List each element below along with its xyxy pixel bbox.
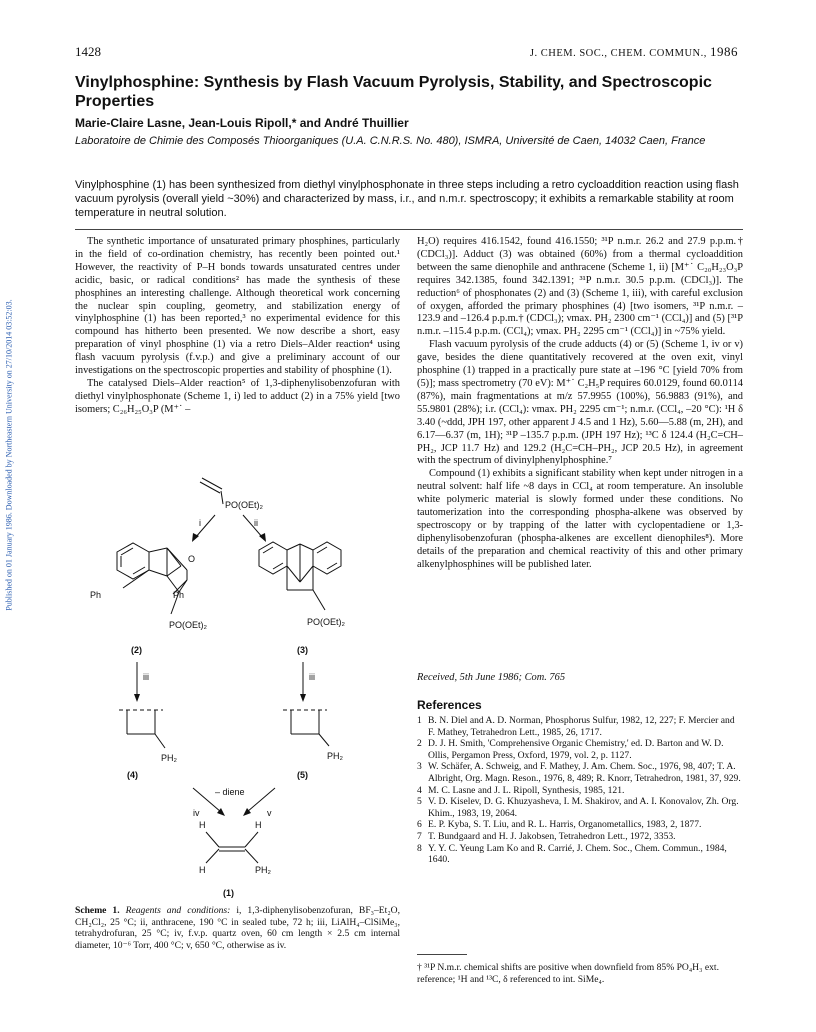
reference-number: 7 <box>417 830 422 842</box>
affiliation: Laboratoire de Chimie des Composés Thioorganiques (U.A. C.N.R.S. No. 480), ISMRA, Université de Caen, 14032 Caen, France <box>75 135 706 147</box>
body-paragraph: The catalysed Diels–Alder reaction⁵ of 1,3-diphenylisobenzofuran with diethyl vinylphosphonate (Scheme 1, i) led to adduct (2) in a 75% yield [two isomers; C₂₆H₂₅O₃P (M⁺˙ – <box>75 377 400 415</box>
footnote: † ³¹P N.m.r. chemical shifts are positive when downfield from 85% PO₄H₃ ext. reference; ¹H and ¹³C, δ referenced to int. SiMe₄. <box>417 962 719 985</box>
reference-text: V. D. Kiselev, D. G. Khuzyasheva, I. M. Shakirov, and A. I. Konovalov, Zh. Org. Khim., 1983, 19, 2064. <box>428 796 739 819</box>
compound-1-structure <box>199 820 272 898</box>
arrow-ii-label: ii <box>254 518 258 528</box>
phosphine-5-label: PH₂ <box>327 751 343 761</box>
compound-2-label: (2) <box>131 645 142 655</box>
vinylphosphonate-structure <box>200 478 264 510</box>
reference-text: T. Bundgaard and H. J. Jakobsen, Tetrahedron Lett., 1972, 3353. <box>428 830 676 842</box>
reference-text: D. J. H. Smith, 'Comprehensive Organic Chemistry,' ed. D. Barton and W. D. Ollis, Pergamon Press, Oxford, 1979, vol. 2, p. 1127. <box>428 738 724 761</box>
arrow-iv-label: iv <box>193 808 200 818</box>
arrow-iii-right-label: iii <box>309 672 315 682</box>
reference-item <box>417 738 743 761</box>
journal-year: 1986 <box>710 44 738 59</box>
reference-item <box>417 761 743 784</box>
body-paragraph: The synthetic importance of unsaturated primary phosphines, particularly in the field of co-ordination chemistry, has recently been pointed out.¹ However, the reactivity of P–H bonds towards unsaturated centres under acidic, basic, or radical conditions² has made the synthesis of these phosphines an interesting challenge. Although theoretical work concerning the nuclear spin coupling, geometry, and stabilization energy of vinylphosphine (1) has been reported,³ no experimental evidence for this compound has hitherto been presented. We now describe a short, easy preparation of vinyl phosphine (1) via a retro Diels–Alder reaction⁴ using flash vacuum pyrolysis (f.v.p.) and give a preliminary account of our investigations on the spectroscopic properties and stability of phosphine (1). <box>75 236 400 377</box>
compound-3-label: (3) <box>297 645 308 655</box>
abstract-divider <box>75 229 743 230</box>
phosphonate-2-label: PO(OEt)₂ <box>169 620 207 630</box>
reference-item <box>417 715 743 738</box>
body-left-column <box>75 236 400 417</box>
reference-number: 4 <box>417 784 422 796</box>
references-list <box>417 715 743 866</box>
journal-header <box>530 44 738 60</box>
reference-number: 2 <box>417 738 422 750</box>
body-paragraph: Flash vacuum pyrolysis of the crude adducts (4) or (5) (Scheme 1, iv or v) gave, besides the diene quantitatively recovered at the oven exit, vinyl phosphine (1) trapped in a practically pure state at –196 °C [yield 70% from (5)]; mass spectrometry (70 eV): M⁺˙ C₂H₅P requires 60.0129, found 60.0114 (87%), main fragmentations at m/z 57.9955 (100%), 56.9883 (91%), and 55.9801 (28%); i.r. (CCl₄): νmax. PH₂ 2295 cm⁻¹; n.m.r. (CCl₄, –20 °C): ¹H δ 3.40 (~ddd, JPH 197, other apparent J 4.5 and 1 Hz), 5.60—5.88 (m, 2H), and 6.17—6.37 (m, 1H); ³¹P –135.7 p.p.m. (JPH 197 Hz); ¹³C δ 124.4 (H₂C=CH–PH₂, JCP 11.7 Hz) and 129.2 (H₂C=CH–PH₂, JCP 20.5 Hz), in agreement with the spectrum of divinylphenylphosphine.⁷ <box>417 339 743 467</box>
arrow-iii-left <box>134 662 149 702</box>
reference-number: 5 <box>417 796 422 808</box>
diene-loss-label: – diene <box>215 787 245 797</box>
compound-5-label: (5) <box>297 770 308 780</box>
scheme-caption-lead: Reagents and conditions: <box>125 905 231 916</box>
compound-3-structure <box>259 542 346 655</box>
body-paragraph: Compound (1) exhibits a significant stability when kept under nitrogen in a neutral solvent: half life ~8 days in CCl₄ at room temperature. An insoluble white polymeric material is slowly formed under these conditions. No tautomerization into the corresponding phospha-alkene was observed by spectroscopy or by trapping of the latter with cyclopentadiene or 1,3-diphenylisobenzofuran (phospha-alkenes are excellent dienophiles⁸). More details of the preparation and chemical reactivity of this and other primary alkenylphosphines will be published later. <box>417 468 743 570</box>
compound-4-label: (4) <box>127 770 138 780</box>
compound-2-structure <box>90 543 208 655</box>
scheme-1-diagram <box>75 470 400 900</box>
arrow-i-label: i <box>199 518 201 528</box>
reference-number: 1 <box>417 715 422 726</box>
reference-item <box>417 831 743 843</box>
footnote-divider <box>417 954 467 955</box>
reference-text: Y. Y. C. Yeung Lam Ko and R. Carrié, J. Chem. Soc., Chem. Commun., 1984, 1640. <box>428 842 727 866</box>
reference-item <box>417 796 743 819</box>
arrow-v <box>243 788 275 818</box>
reference-item <box>417 785 743 797</box>
arrow-ii <box>243 515 266 542</box>
phenyl-right-label: Ph <box>173 590 185 600</box>
oxygen-label: O <box>188 554 196 564</box>
scheme-caption-title: Scheme 1. <box>75 905 120 916</box>
compound-1-label: (1) <box>223 888 234 898</box>
compound-5-structure <box>283 710 344 780</box>
reference-text: E. P. Kyba, S. T. Liu, and R. L. Harris, Organometallics, 1983, 2, 1877. <box>428 819 702 831</box>
journal-name: J. CHEM. SOC., CHEM. COMMUN., <box>529 48 707 59</box>
h-top-left: H <box>199 820 206 830</box>
download-watermark-text: Published on 01 January 1986. Downloaded by Northeastern University on 27/10/2014 03:52:03. <box>4 299 14 611</box>
article-title: Vinylphosphine: Synthesis by Flash Vacuum Pyrolysis, Stability, and Spectroscopic Properties <box>75 74 712 110</box>
reference-item <box>417 843 743 866</box>
page-number: 1428 <box>75 44 101 59</box>
arrow-i <box>192 515 215 542</box>
reference-text: W. Schäfer, A. Schweig, and F. Mathey, J. Am. Chem. Soc., 1976, 98, 407; T. A. Albright, Org. Magn. Reson., 1976, 8, 489; R. Knorr, Tetrahedron, 1981, 37, 929. <box>428 761 741 784</box>
received-date: Received, 5th June 1986; Com. 765 <box>417 672 566 683</box>
body-paragraph: H₂O) requires 416.1542, found 416.1550; ³¹P n.m.r. 26.2 and 27.9 p.p.m.† (CDCl₃)]. Adduct (3) was obtained (60%) from a thermal cycloaddition between the same dienophile and anthracene (Scheme 1, ii) [M⁺˙ C₂₀H₂₃O₃P requires 342.1385, found 342.1391; ³¹P n.m.r. 30.5 p.p.m. (CDCl₃)]. The reduction⁶ of phosphonates (2) and (3) (Scheme 1, iii), with careful exclusion of oxygen, afforded the primary phosphines (4) [two isomers, ³¹P n.m.r. –123.9 and –126.4 p.p.m.† (CDCl₃); νmax. PH₂ 2300 cm⁻¹ (CCl₄)] and (5) [³¹P n.m.r. –115.4 p.p.m. (CCl₄); νmax. PH₂ 2295 cm⁻¹ (CCl₄)] in ~75% yield. <box>417 236 743 338</box>
phenyl-left-label: Ph <box>90 590 102 600</box>
authors: Marie-Claire Lasne, Jean-Louis Ripoll,* and André Thuillier <box>75 116 409 130</box>
reference-number: 3 <box>417 761 422 773</box>
download-watermark <box>2 175 16 735</box>
reference-number: 6 <box>417 819 422 831</box>
phosphonate-3-label: PO(OEt)₂ <box>307 617 345 627</box>
reference-text: M. C. Lasne and J. L. Ripoll, Synthesis, 1985, 121. <box>428 784 625 796</box>
arrow-v-label: v <box>267 808 272 818</box>
reagent-label: PO(OEt)₂ <box>225 500 263 510</box>
h-bottom-left: H <box>199 865 206 875</box>
reference-text: B. N. Diel and A. D. Norman, Phosphorus Sulfur, 1982, 12, 227; F. Mercier and F. Mathey, Tetrahedron Lett., 1985, 26, 1717. <box>428 715 735 738</box>
phosphine-4-label: PH₂ <box>161 753 177 763</box>
scheme-caption <box>75 905 400 951</box>
reference-item <box>417 819 743 831</box>
phosphine-1-label: PH₂ <box>255 865 271 875</box>
references-heading: References <box>417 698 482 712</box>
body-right-column <box>417 236 743 572</box>
abstract: Vinylphosphine (1) has been synthesized from diethyl vinylphosphonate in three steps including a retro cycloaddition reaction using flash vacuum pyrolysis (overall yield ~30%) and characterized by mass, i.r., and n.m.r. spectroscopy; it exhibits a remarkable stability at room temperature in neutral solution. <box>75 179 739 219</box>
arrow-iii-right <box>300 662 315 702</box>
arrow-iii-left-label: iii <box>143 672 149 682</box>
h-top-right: H <box>255 820 262 830</box>
reference-number: 8 <box>417 842 422 854</box>
scheme-caption-text: i, 1,3-diphenylisobenzofuran, BF₃–Et₂O, CH₂Cl₂, 25 °C; ii, anthracene, 190 °C in sealed tube, 72 h; iii, LiAlH₄–ClSiMe₃, tetrahydrofuran, 25 °C; iv, f.v.p. quartz oven, 60 cm length × 2.5 cm internal diameter, 10⁻⁶ Torr, 400 °C; v, 650 °C, otherwise as iv. <box>75 905 400 951</box>
compound-4-structure <box>119 710 178 780</box>
